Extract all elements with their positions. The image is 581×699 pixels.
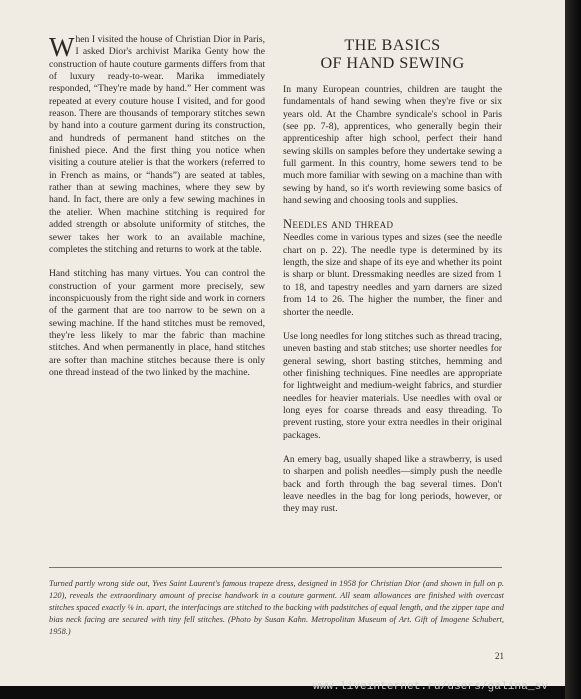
right-column (283, 84, 502, 516)
needles-paragraph-2: Use long needles for long stitches such as thread tracing, uneven basting and stab stitches; use shorter needles for general sewing, short basting stitches, hemming and other finishing techniques. Fine needles are appropriate for lightweight and medium-weight fabrics, and sturdier needles for heavier materials. Use needles with oval or long eyes for coarse threads and easy threading. To prevent rusting, store your extra needles in their original packages. (283, 330, 502, 441)
needles-paragraph-3: An emery bag, usually shaped like a strawberry, is used to sharpen and polish needles—simply push the needle back and forth through the bag several times. Don't leave needles in the bag for long periods, however, or they may rust. (283, 453, 502, 515)
chapter-title-line-2: OF HAND SEWING (320, 54, 465, 72)
watermark-url: www.liveinternet.ru/users/galina_sv (313, 681, 548, 693)
left-column (49, 34, 265, 379)
chapter-intro-paragraph: In many European countries, children are taught the fundamentals of hand sewing when they're five or six years old. At the Chambre syndicale's school in Paris (see pp. 7-8), apprentices, who generally begin their apprenticeship after high school, perfect their hand sewing skills on samples before they undertake sewing a full garment. In this country, home sewers tend to be much more familiar with sewing on a machine than with sewing by hand, so it's worth reviewing some basics of hand sewing and choosing tools and supplies. (283, 84, 502, 207)
page-number: 21 (495, 651, 504, 661)
virtues-paragraph: Hand stitching has many virtues. You can control the construction of your garment more precisely, sew inconspicuously from the right side and work in corners of the garment that are too narrow to be sewn on a sewing machine. If the hand stitches must be removed, they're less likely to mar the fabric than machine stitches. And when permanently in place, hand stitches are softer than machine stitches because there is only one thread instead of the two linked by the machine. (49, 268, 265, 378)
caption-divider (49, 567, 502, 568)
photo-caption: Turned partly wrong side out, Yves Saint Laurent's famous trapeze dress, designed in 1958 for Christian Dior (and shown in full on p. 120), reveals the extraordinary amount of precise handwork in a couture garment. All seam allowances are finished with overcast stitches spaced exactly ⅛ in. apart, the interfacings are stitched to the backing with padstitches of equal length, and the zipper tape and bias neck facing are secured with tiny fell stitches. (Photo by Susan Kahn. Metropolitan Museum of Art. Gift of Imogene Schubert, 1958.) (49, 579, 504, 636)
drop-cap: W (49, 32, 75, 62)
chapter-title-line-1: THE BASICS (344, 36, 441, 54)
chapter-title (283, 36, 502, 72)
section-heading: Needles and thread (283, 217, 394, 232)
intro-paragraph-text: hen I visited the house of Christian Dior in Paris, I asked Dior's archivist Marika Genty how the construction of haute couture garments differs from that of luxury ready-to-wear. Marika immediately responded, “They're made by hand.” Her comment was repeated at every couture house I visited, and for good reason. There are thousands of temporary stitches sewn by hand into a couture garment during its construction, and hundreds of permanent hand stitches on the finished piece. And the first thing you notice when visiting a couture atelier is that the workers (referred to in French as mains, or “hands”) are seated at tables, rather than at sewing machines, where they sew by hand. In fact, there are only a few sewing machines in the atelier. When machine stitching is required for added strength or absolute uniformity of stitches, the sewer takes her work to an available machine, completes the stitching and returns to work at the table. (49, 34, 265, 255)
page-edge-shadow (565, 0, 581, 699)
intro-paragraph (49, 34, 265, 256)
needles-paragraph-1: Needles come in various types and sizes (see the needle chart on p. 22). The needle type is determined by its length, the size and shape of its eye and whether its point is sharp or blunt. Dressmaking needles are sized from 1 to 18, and tapestry needles and yarn darners are sized from 14 to 26. The higher the number, the finer and shorter the needle. (283, 232, 502, 318)
